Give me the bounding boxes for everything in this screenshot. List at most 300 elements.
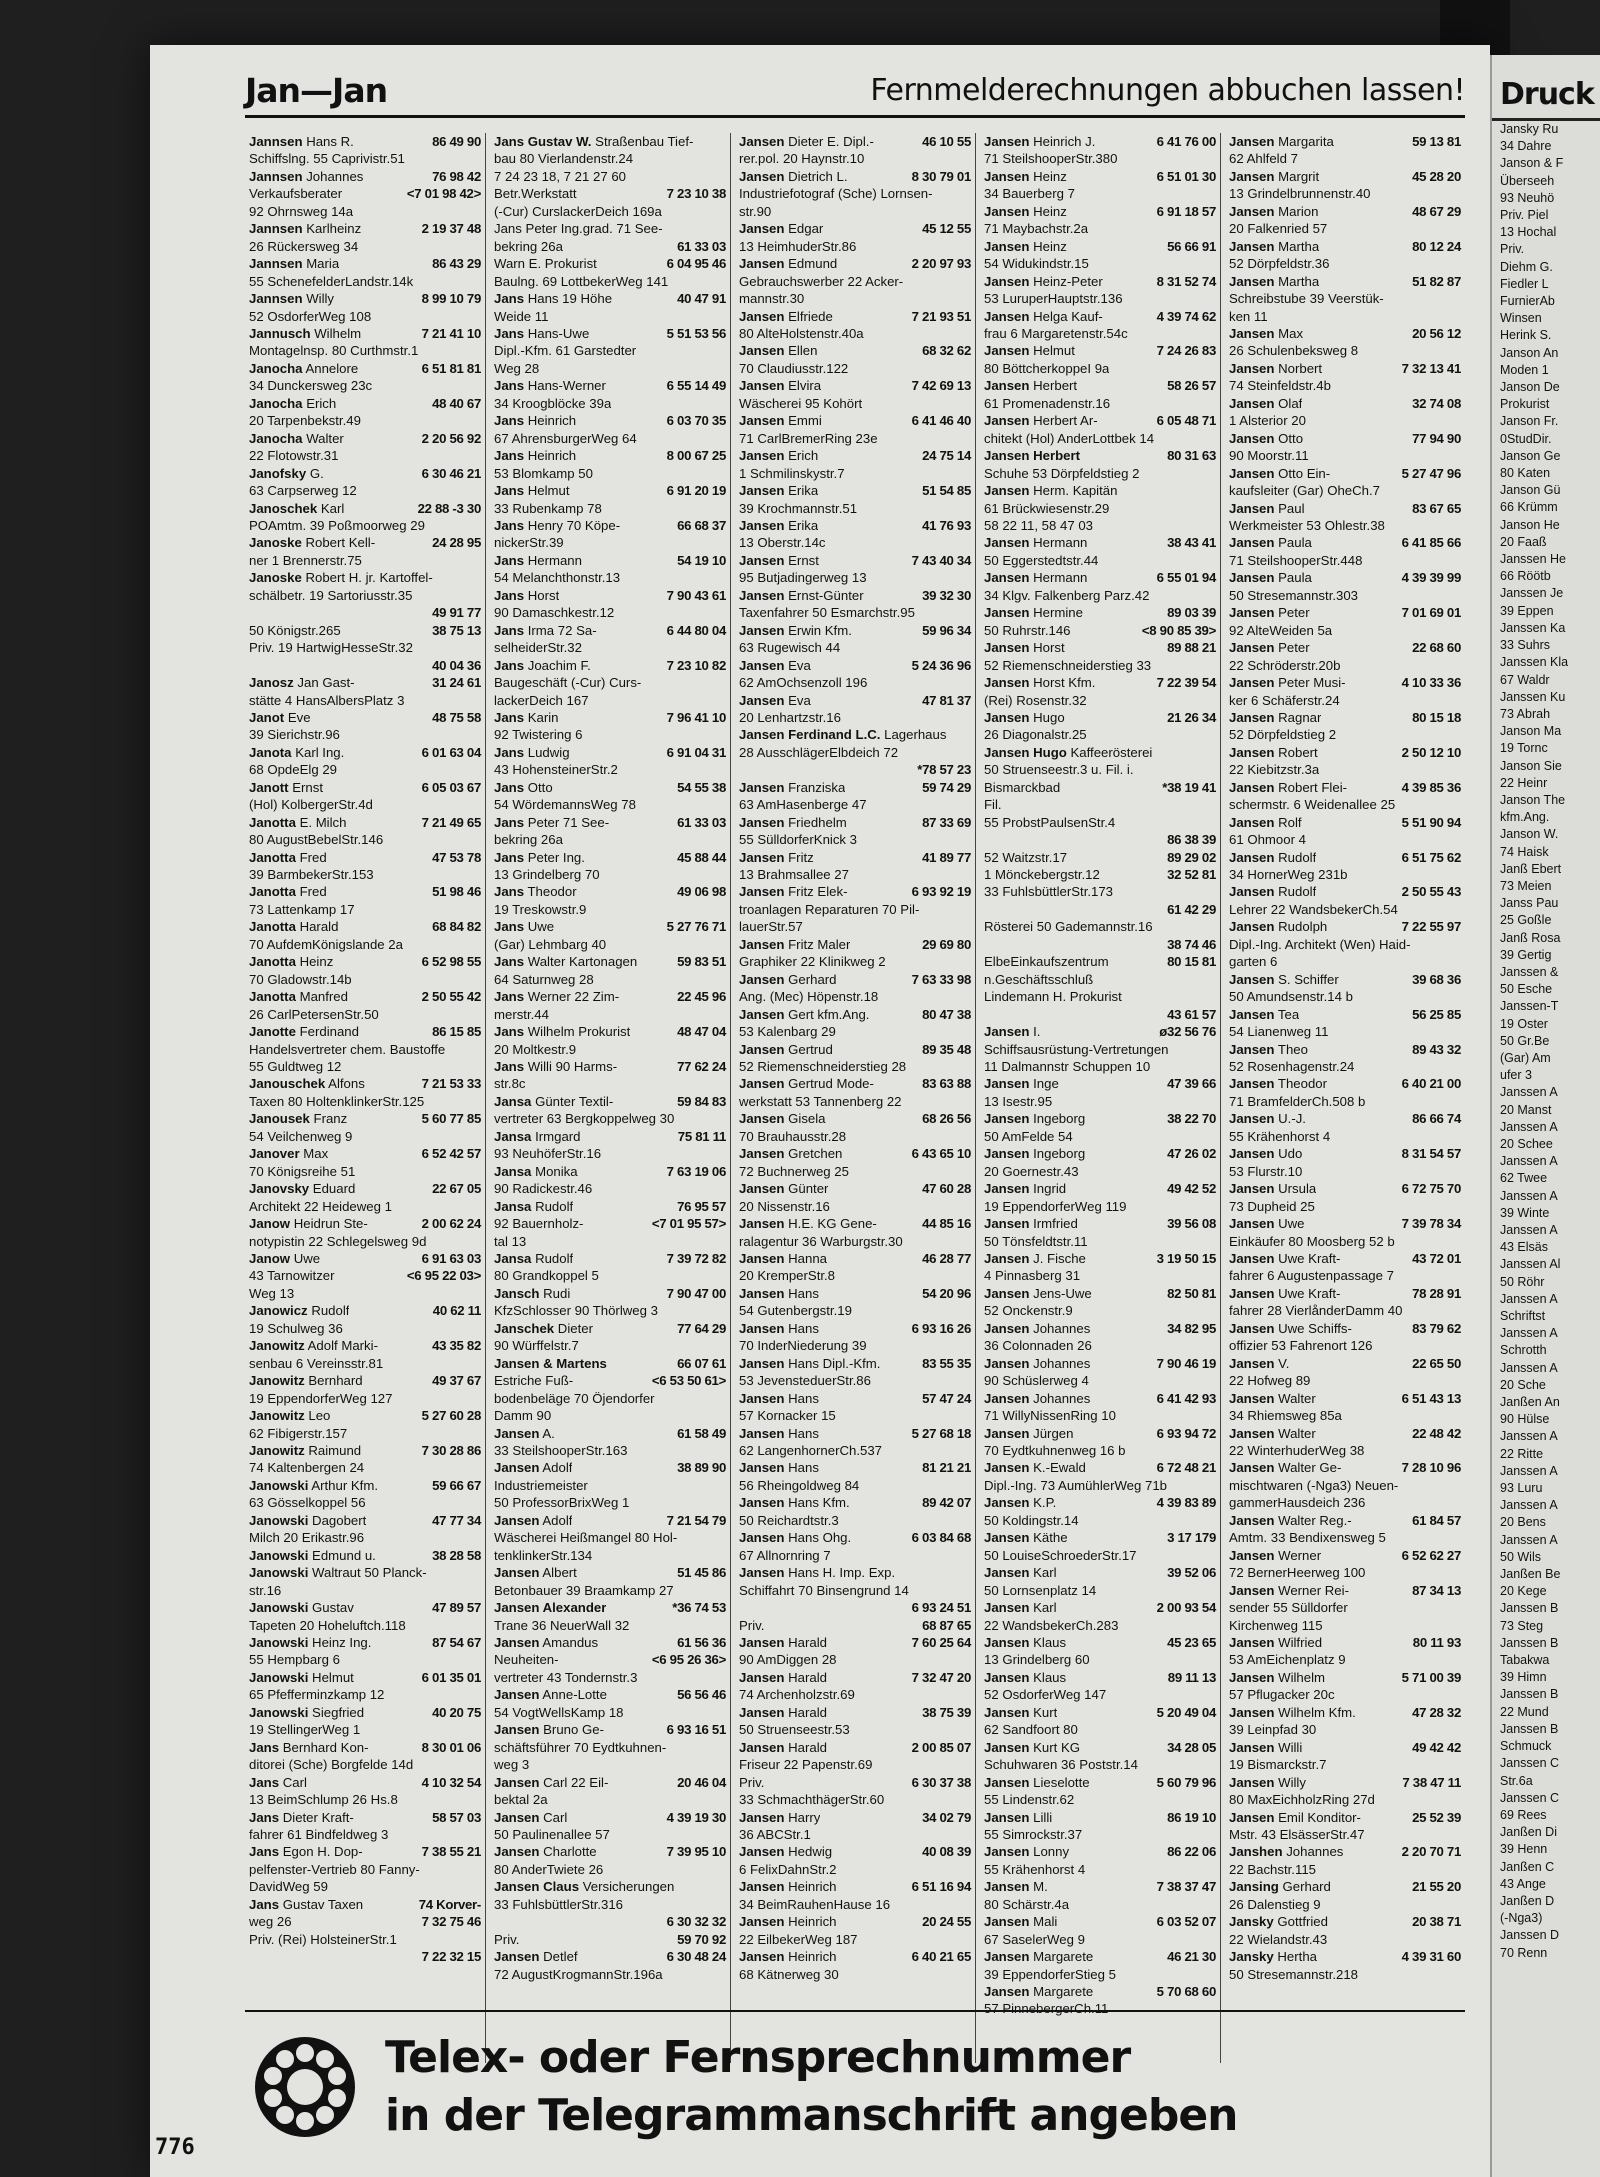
listing-phone: 77 62 24 — [677, 1059, 726, 1075]
listing-phone — [1457, 1198, 1461, 1215]
listing-surname: Jansen — [1229, 1041, 1275, 1057]
listing-entry — [980, 1145, 1220, 1162]
listing-phone: 6 51 81 81 — [421, 360, 481, 376]
listing-details: 52 Riemenschneiderstieg 28 — [739, 1059, 907, 1075]
listing-entry — [735, 1721, 975, 1738]
listing-phone — [967, 395, 971, 412]
listing-surname: Janowitz — [249, 1373, 305, 1389]
listing-phone: 6 30 37 38 — [911, 1774, 971, 1790]
listing-details: Marion — [1278, 203, 1319, 219]
listing-text — [984, 360, 1109, 377]
listing-phone — [722, 220, 726, 237]
listing-entry — [735, 761, 975, 778]
listing-text — [984, 1163, 1079, 1180]
listing-surname: Jansen — [984, 1460, 1030, 1476]
listing-phone: 59 13 81 — [1412, 134, 1461, 149]
listing-surname: Jansen — [739, 1844, 785, 1860]
listing-entry — [245, 1948, 485, 1965]
listing-entry — [245, 779, 485, 796]
listing-phone — [1457, 1093, 1461, 1110]
listing-details: 55 SülldorferKnick 3 — [739, 832, 858, 848]
listing-surname: Jansen — [1229, 535, 1275, 551]
listing-details: Taxen 80 HoltenklinkerStr.125 — [249, 1093, 425, 1109]
listing-text — [984, 1250, 1086, 1267]
listing-surname: Jansen — [739, 413, 785, 429]
listing-surname: Jansen — [739, 1390, 785, 1406]
listing-phone: 89 43 32 — [1412, 1041, 1461, 1057]
listing-text — [984, 430, 1154, 447]
listing-phone: 5 27 68 18 — [911, 1425, 971, 1441]
listing-entry — [1225, 1704, 1465, 1721]
dial-hole — [328, 2067, 346, 2085]
listing-surname: Jansen — [1229, 1320, 1275, 1336]
listing-surname: Jansen — [984, 1251, 1030, 1266]
listing-entry — [1225, 482, 1465, 499]
listing-text — [984, 1337, 1092, 1354]
adjacent-page-line: Janssen A — [1500, 1188, 1558, 1203]
listing-entry — [1225, 622, 1465, 639]
listing-text — [739, 587, 864, 604]
listing-text — [494, 1896, 623, 1913]
listing-details: Ernst — [788, 552, 819, 568]
listing-phone — [1457, 1966, 1461, 1983]
listing-entry — [735, 587, 975, 604]
listing-entry — [490, 133, 730, 150]
listing-details: 65 Pfefferminzkamp 12 — [249, 1687, 385, 1703]
listing-details: 36 Colonnaden 26 — [984, 1338, 1092, 1354]
listing-phone: 7 23 10 82 — [666, 657, 726, 673]
listing-phone: 7 01 69 01 — [1401, 605, 1461, 621]
listing-text — [249, 1931, 397, 1948]
listing-phone — [1212, 1337, 1216, 1354]
listing-phone — [1212, 1547, 1216, 1564]
listing-phone — [722, 1547, 726, 1564]
listing-phone: 5 60 77 85 — [421, 1111, 481, 1127]
listing-phone — [967, 1547, 971, 1564]
listing-surname: Jansen — [984, 1285, 1030, 1301]
listing-text — [249, 1547, 376, 1564]
listing-text — [739, 709, 841, 726]
listing-entry — [245, 1198, 485, 1215]
listing-phone: 86 66 74 — [1412, 1111, 1461, 1127]
listing-details: weg 26 — [249, 1914, 292, 1930]
listing-phone: 41 89 77 — [922, 849, 971, 865]
listing-phone: 48 67 29 — [1412, 203, 1461, 219]
listing-text — [249, 342, 418, 359]
listing-text — [1229, 1721, 1316, 1738]
listing-text — [1229, 796, 1395, 813]
listing-text — [494, 692, 589, 709]
listing-phone: 57 47 24 — [922, 1390, 971, 1406]
listing-surname: Janow — [249, 1251, 291, 1266]
listing-details: Adolf — [542, 1460, 573, 1476]
listing-details: ditorei (Sche) Borgfelde 14d — [249, 1757, 414, 1773]
listing-text — [984, 866, 1100, 883]
listing-details: Bismarckbad — [984, 779, 1061, 795]
listing-details: Ingeborg — [1033, 1111, 1086, 1127]
listing-text — [494, 1756, 529, 1773]
listing-text — [494, 500, 602, 517]
listing-text — [1229, 342, 1358, 359]
listing-details: 13 Isestr.95 — [984, 1093, 1053, 1109]
listing-surname: Jansen — [739, 1006, 785, 1022]
listing-surname: Jansen — [1229, 814, 1275, 830]
listing-surname: Janowski — [249, 1512, 309, 1528]
listing-entry — [245, 325, 485, 342]
listing-surname: Jansen — [984, 1704, 1030, 1720]
listing-surname: Jansen — [984, 1425, 1030, 1441]
listing-text — [494, 1704, 624, 1721]
listing-details: Karl — [320, 500, 345, 516]
listing-entry — [735, 622, 975, 639]
listing-phone — [1457, 1896, 1461, 1913]
listing-phone: 5 20 49 04 — [1156, 1704, 1216, 1720]
listing-text — [249, 430, 344, 447]
listing-entry — [980, 901, 1220, 918]
listing-details: Ludwig — [527, 744, 570, 760]
listing-phone: 8 30 01 06 — [421, 1739, 481, 1755]
listing-details: Theodor — [1277, 1076, 1328, 1092]
listing-surname: Jansen — [1229, 465, 1275, 481]
listing-phone: 6 93 24 51 — [911, 1600, 971, 1616]
listing-phone — [477, 1285, 481, 1302]
listing-surname: Jansky — [1229, 1949, 1274, 1965]
listing-text — [494, 1110, 674, 1127]
listing-text — [984, 1896, 1069, 1913]
listing-details: Max — [303, 1146, 329, 1162]
listing-phone — [1212, 587, 1216, 604]
listing-entry — [1225, 1826, 1465, 1843]
listing-text — [494, 1739, 666, 1756]
listing-details: merstr.44 — [494, 1006, 549, 1022]
listing-details: str.8c — [494, 1076, 526, 1092]
listing-text — [739, 622, 852, 639]
listing-details: Werkmeister 53 Ohlestr.38 — [1229, 517, 1385, 533]
listing-phone — [1212, 1163, 1216, 1180]
listing-details: 39 Sierichstr.96 — [249, 727, 340, 743]
adjacent-page-line: Janß Rosa — [1500, 930, 1561, 945]
listing-phone: 6 51 01 30 — [1156, 168, 1216, 184]
listing-details: 56 Rheingoldweg 84 — [739, 1477, 860, 1493]
listing-text — [984, 1564, 1057, 1581]
listing-surname: Jansen — [1229, 430, 1275, 446]
listing-details: (-Cur) CurslackerDeich 169a — [494, 203, 662, 219]
listing-text — [494, 1180, 592, 1197]
adjacent-page-line: Janssen B — [1500, 1687, 1559, 1702]
listing-surname: Jans — [494, 552, 525, 568]
listing-text — [249, 1774, 307, 1791]
listing-entry — [735, 1896, 975, 1913]
listing-entry — [490, 709, 730, 726]
listing-phone: 6 52 62 27 — [1401, 1547, 1461, 1563]
listing-details: Dietrich L. — [788, 168, 848, 184]
listing-text — [1229, 482, 1380, 499]
listing-details: Schuhe 53 Dörpfeldstieg 2 — [984, 465, 1140, 481]
listing-entry — [735, 901, 975, 918]
listing-details: nickerStr.39 — [494, 535, 564, 551]
listing-entry — [245, 185, 485, 202]
listing-phone — [1457, 692, 1461, 709]
listing-phone — [1457, 622, 1461, 639]
listing-details: Egon H. Dop- — [282, 1844, 363, 1860]
adjacent-page-line: Priv. — [1500, 242, 1525, 257]
listing-text — [739, 744, 898, 761]
listing-details: 53 Blomkamp 50 — [494, 465, 593, 481]
listing-text — [249, 1145, 328, 1162]
listing-entry — [980, 953, 1220, 970]
listing-entry — [1225, 1372, 1465, 1389]
listing-phone: 49 91 77 — [432, 605, 481, 621]
listing-entry — [980, 482, 1220, 499]
listing-phone — [722, 1861, 726, 1878]
listing-phone — [1212, 220, 1216, 237]
listing-entry — [1225, 1861, 1465, 1878]
listing-details: 63 Rugewisch 44 — [739, 640, 841, 656]
listing-details: Hans — [788, 1390, 819, 1406]
listing-text — [1229, 1948, 1317, 1965]
listing-details: Hans Dipl.-Kfm. — [788, 1355, 881, 1371]
listing-details: 67 Allnornring 7 — [739, 1547, 831, 1563]
listing-details: Ang. (Mec) Höpenstr.18 — [739, 989, 879, 1005]
listing-details: Lilli — [1033, 1809, 1053, 1825]
adjacent-page-line: Priv. Piel — [1500, 208, 1549, 223]
listing-text — [494, 1337, 579, 1354]
adjacent-page-line: Janßen Di — [1500, 1825, 1557, 1840]
listing-entry — [490, 1250, 730, 1267]
listing-details: Peter Musi- — [1278, 675, 1346, 691]
listing-surname: Jansen — [984, 1914, 1030, 1930]
listing-phone: 76 95 57 — [677, 1198, 726, 1214]
listing-entry — [735, 168, 975, 185]
adjacent-page-line: Janssen Je — [1500, 586, 1564, 601]
listing-entry — [735, 290, 975, 307]
listing-details: 26 Diagonalstr.25 — [984, 727, 1087, 743]
listing-phone — [477, 203, 481, 220]
listing-details: Erich — [788, 448, 819, 464]
listing-text — [739, 1425, 819, 1442]
listing-entry — [490, 1337, 730, 1354]
listing-details: Horst — [527, 587, 560, 603]
listing-text — [739, 1966, 839, 1983]
listing-entry — [980, 744, 1220, 761]
listing-phone: 4 10 32 54 — [421, 1774, 481, 1790]
listing-text — [739, 1023, 836, 1040]
listing-entry — [980, 604, 1220, 621]
listing-details: 92 Twistering 6 — [494, 727, 583, 743]
listing-text — [249, 273, 413, 290]
listing-details: str.16 — [249, 1582, 282, 1598]
listing-surname: Jansen — [984, 1600, 1030, 1616]
listing-entry — [490, 814, 730, 831]
listing-phone — [722, 796, 726, 813]
listing-details: 34 BeimRauhenHause 16 — [739, 1896, 891, 1912]
listing-details: 4 Pinnasberg 31 — [984, 1268, 1081, 1284]
listing-surname: Jansen — [739, 1041, 785, 1057]
listing-entry — [490, 657, 730, 674]
listing-text — [739, 831, 857, 848]
listing-entry — [245, 796, 485, 813]
listing-entry — [490, 1564, 730, 1581]
listing-entry — [980, 1442, 1220, 1459]
listing-phone: 89 03 39 — [1167, 605, 1216, 621]
listing-text — [494, 1372, 573, 1389]
listing-surname: Jansen — [739, 1425, 785, 1441]
listing-details: Walter — [306, 430, 344, 446]
listing-details: Priv. — [739, 1774, 765, 1790]
listing-text — [739, 883, 847, 900]
listing-entry — [735, 1529, 975, 1546]
listing-phone: 20 56 12 — [1412, 325, 1461, 341]
listing-surname: Jansen — [494, 1565, 540, 1581]
listing-entry — [980, 988, 1220, 1005]
listing-entry — [490, 1966, 730, 1983]
listing-surname: Jansa — [494, 1163, 532, 1179]
listing-entry — [490, 552, 730, 569]
listing-entry — [1225, 377, 1465, 394]
listing-surname: Jansen — [1229, 325, 1275, 341]
listing-details: Waltraut 50 Planck- — [312, 1565, 427, 1581]
adjacent-page-line: 25 Goßle — [1500, 913, 1552, 928]
adjacent-page-line: 62 Twee — [1500, 1171, 1548, 1186]
listing-phone: 32 74 08 — [1412, 395, 1461, 411]
listing-details: frau 6 Margaretenstr.54c — [984, 325, 1128, 341]
listing-details: Amtm. 33 Bendixensweg 5 — [1229, 1530, 1386, 1546]
listing-surname: Jansen — [1229, 779, 1275, 795]
listing-details: A. — [542, 1425, 555, 1441]
listing-text — [1229, 273, 1319, 290]
listing-entry — [490, 953, 730, 970]
listing-entry — [980, 1372, 1220, 1389]
listing-entry — [1225, 1791, 1465, 1808]
listing-entry — [735, 133, 975, 150]
listing-phone — [477, 971, 481, 988]
listing-entry — [1225, 1163, 1465, 1180]
listing-text — [739, 1058, 906, 1075]
listing-phone: 5 70 68 60 — [1156, 1984, 1216, 2000]
listing-phone — [967, 1582, 971, 1599]
listing-surname: Jansen — [1229, 1582, 1275, 1598]
listing-entry — [490, 1372, 730, 1389]
listing-details: Willi 90 Harms- — [527, 1059, 618, 1075]
listing-text — [1229, 1913, 1328, 1930]
listing-column-3 — [735, 133, 976, 2063]
listing-details: Harald — [299, 919, 339, 935]
listing-entry — [490, 377, 730, 394]
listing-entry — [490, 1320, 730, 1337]
listing-details: 80 AugustBebelStr.146 — [249, 832, 384, 848]
listing-details: 1 Mönckebergstr.12 — [984, 867, 1100, 883]
listing-text — [739, 1634, 827, 1651]
listing-surname: Jans — [494, 919, 525, 935]
listing-phone — [1457, 552, 1461, 569]
listing-entry — [490, 1878, 730, 1895]
listing-phone — [477, 517, 481, 534]
listing-details: 54 Veilchenweg 9 — [249, 1128, 353, 1144]
listing-text — [494, 1512, 572, 1529]
listing-surname: Janowski — [249, 1704, 309, 1720]
listing-entry — [735, 1110, 975, 1127]
listing-text — [249, 1058, 341, 1075]
listing-phone — [1457, 1407, 1461, 1424]
listing-entry — [1225, 1547, 1465, 1564]
listing-details: bekring 26a — [494, 832, 563, 848]
listing-entry — [980, 1233, 1220, 1250]
listing-entry — [980, 360, 1220, 377]
listing-phone: 39 52 06 — [1167, 1565, 1216, 1581]
listing-phone — [477, 1931, 481, 1948]
listing-surname: Jansen — [984, 1949, 1030, 1965]
adjacent-page-line: Str.6a — [1500, 1773, 1533, 1788]
listing-entry — [1225, 1041, 1465, 1058]
listing-details: Irmfried — [1033, 1216, 1078, 1232]
listing-surname: Janota — [249, 744, 292, 760]
listing-phone — [722, 1041, 726, 1058]
listing-surname: Jansen — [984, 1495, 1030, 1511]
listing-entry — [735, 1198, 975, 1215]
listing-text — [739, 1774, 764, 1791]
listing-entry — [245, 1529, 485, 1546]
listing-text — [494, 238, 563, 255]
adjacent-page-line: 20 Manst — [1500, 1102, 1552, 1117]
listing-text — [739, 517, 818, 534]
listing-text — [984, 552, 1098, 569]
listing-surname: Jansen — [739, 1809, 785, 1825]
listing-phone — [722, 866, 726, 883]
adjacent-page-line: Herink S. — [1500, 328, 1552, 343]
listing-entry — [980, 220, 1220, 237]
listing-phone: 7 90 43 61 — [666, 587, 726, 603]
listing-entry — [245, 1669, 485, 1686]
listing-text — [739, 168, 848, 185]
listing-phone — [1212, 1477, 1216, 1494]
listing-details: 95 Butjadingerweg 13 — [739, 570, 867, 586]
listing-phone — [1212, 1896, 1216, 1913]
listing-text — [739, 238, 856, 255]
listing-entry — [735, 1302, 975, 1319]
listing-phone: 6 30 48 24 — [666, 1949, 726, 1965]
listing-surname: Janocha — [249, 430, 303, 446]
listing-surname: Jansen — [984, 605, 1030, 621]
listing-text — [249, 1809, 354, 1826]
adjacent-page-line: Janssen A — [1500, 1119, 1558, 1134]
listing-details: troanlagen Reparaturen 70 Pil- — [739, 901, 920, 917]
adjacent-page-line: 22 Ritte — [1500, 1446, 1544, 1461]
listing-text — [249, 255, 339, 272]
listing-phone — [722, 1337, 726, 1354]
listing-details: Weg 13 — [249, 1285, 295, 1301]
listing-entry — [245, 1442, 485, 1459]
listing-surname: Jansen — [739, 622, 785, 638]
listing-phone — [722, 360, 726, 377]
listing-details: Monika — [535, 1163, 578, 1179]
listing-entry — [245, 1233, 485, 1250]
listing-entry — [1225, 1233, 1465, 1250]
listing-entry — [1225, 1006, 1465, 1023]
adjacent-page-line: ufer 3 — [1500, 1068, 1532, 1083]
listing-surname: Jansen — [984, 1774, 1030, 1790]
listing-phone: 49 42 52 — [1167, 1181, 1216, 1197]
listing-details: Otto — [527, 779, 553, 795]
listing-entry — [245, 500, 485, 517]
listing-phone: 61 56 36 — [677, 1634, 726, 1650]
listing-entry — [735, 1390, 975, 1407]
listing-entry — [490, 1913, 730, 1930]
listing-details: 53 Kalenbarg 29 — [739, 1024, 836, 1040]
adjacent-page-line: 13 Hochal — [1500, 225, 1557, 240]
listing-text — [494, 761, 618, 778]
listing-entry — [1225, 1739, 1465, 1756]
listing-phone: 6 91 18 57 — [1156, 203, 1216, 219]
